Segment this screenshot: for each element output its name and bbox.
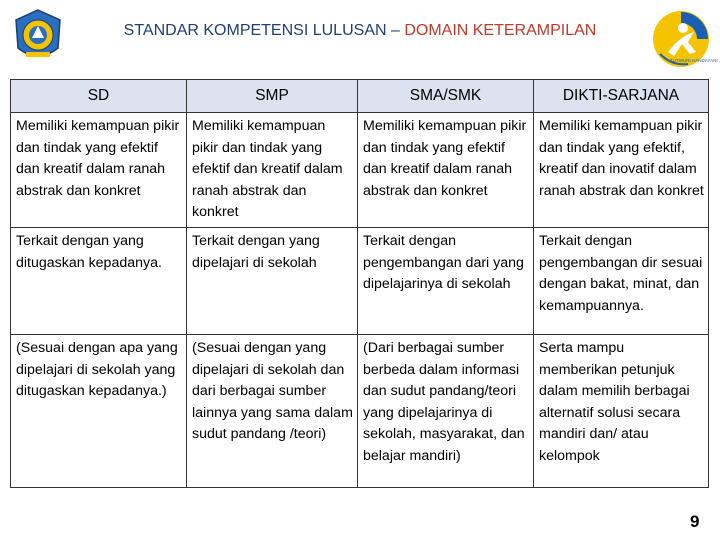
table-cell: Memiliki kemampuan pikir dan tindak yang efektif dan kreatif dalam ranah abstrak dan konkret (11, 113, 187, 228)
table-cell: (Sesuai dengan apa yang dipelajari di sekolah yang ditugaskan kepadanya.) (11, 335, 187, 488)
table-cell: Terkait dengan pengembangan dir sesuai dengan bakat, minat, dan kemampuannya. (534, 228, 709, 335)
column-header: DIKTI-SARJANA (534, 80, 709, 113)
table-cell: Terkait dengan yang dipelajari di sekolah (187, 228, 358, 335)
page-title (0, 22, 720, 40)
table-row (11, 113, 709, 228)
table-row (11, 335, 709, 488)
table-row (11, 228, 709, 335)
page-number: 9 (690, 512, 700, 531)
table-cell: Serta mampu memberikan petunjuk dalam memilih berbagai alternatif solusi secara mandiri dan/ atau kelompok (534, 335, 709, 488)
column-header: SD (11, 80, 187, 113)
table-cell: Terkait dengan yang ditugaskan kepadanya. (11, 228, 187, 335)
column-header: SMP (187, 80, 358, 113)
column-header: SMA/SMK (358, 80, 534, 113)
competency-table (10, 79, 709, 488)
logo-text: TUTWURI HANDAYANI (670, 58, 718, 63)
table-cell: (Sesuai dengan yang dipelajari di sekolah dan dari berbagai sumber lainnya yang sama dalam sudut pandang /teori) (187, 335, 358, 488)
table-cell: Memiliki kemampuan pikir dan tindak yang efektif, kreatif dan inovatif dalam ranah abstrak dan konkret (534, 113, 709, 228)
table-cell: (Dari berbagai sumber berbeda dalam informasi dan sudut pandang/teori yang dipelajarinya di sekolah, masyarakat, dan belajar mandiri) (358, 335, 534, 488)
table-cell: Memiliki kemampuan pikir dan tindak yang efektif dan kreatif dalam ranah abstrak dan konkret (187, 113, 358, 228)
table-cell: Terkait dengan pengembangan dari yang dipelajarinya di sekolah (358, 228, 534, 335)
title-part-domain: DOMAIN KETERAMPILAN (404, 22, 597, 39)
table-header-row (11, 80, 709, 113)
table-cell: Memiliki kemampuan pikir dan tindak yang efektif dan kreatif dalam ranah abstrak dan konkret (358, 113, 534, 228)
tutwuri-handayani-logo (652, 8, 718, 70)
title-part-standard: STANDAR KOMPETENSI LULUSAN – (123, 22, 405, 39)
